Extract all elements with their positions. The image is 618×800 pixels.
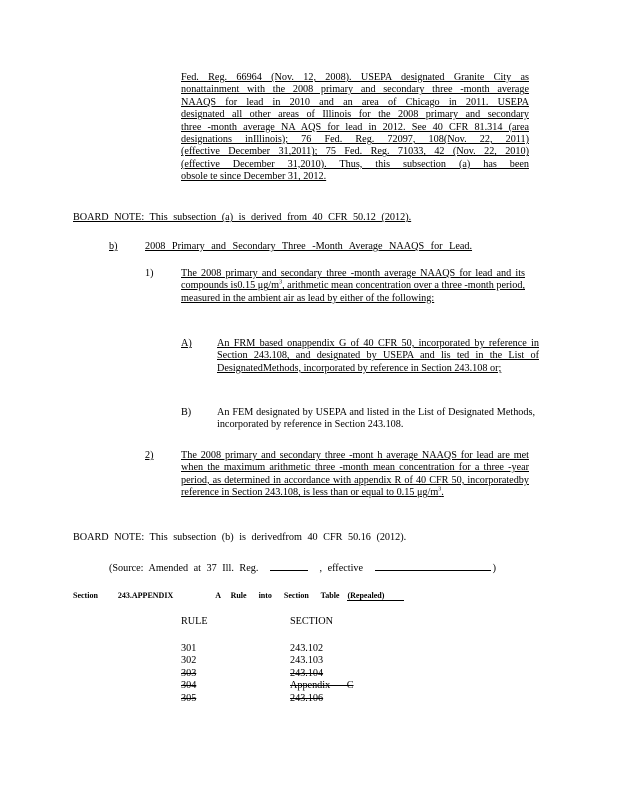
subsection-b-label: b) bbox=[109, 241, 118, 252]
repealed-label: (Repealed) bbox=[347, 591, 404, 601]
section-header: SECTION bbox=[290, 616, 334, 627]
intro-line: designations inIllinois); 76 Fed. Reg. 72097, 108(Nov. 22, 2011) bbox=[181, 134, 529, 146]
item-2-text-after: . bbox=[441, 487, 444, 499]
table-row-section: Appendix C bbox=[290, 680, 354, 692]
item-1-label: 1) bbox=[145, 268, 154, 279]
item-2-text-before: The 2008 primary and secondary three -mont h average NAAQS for lead are met when the maximum arithmetic three -month mean concentration for a three -year period, as determined in accordance with appendix R of 40 CFR 50, incorporatedby reference in Section 243.108, is less than or equal to 0.15 μg/m bbox=[181, 450, 529, 499]
intro-line: designated all other areas of Illinois for the 2008 primary and secondary bbox=[181, 109, 529, 121]
section-word: Section bbox=[73, 591, 98, 600]
appendix-letter: A bbox=[215, 591, 221, 600]
intro-paragraph bbox=[181, 72, 529, 184]
table-row-rule: 304 bbox=[181, 680, 197, 692]
item-1-text-after: , arithmetic mean concentration over a three -month period, measured in the ambient air as lead by either of the following: bbox=[181, 280, 525, 304]
appendix-title: Rule into Section Table bbox=[230, 591, 340, 600]
table-row-rule: 303 bbox=[181, 667, 197, 679]
source-blank-1 bbox=[270, 561, 308, 571]
item-2-text bbox=[181, 450, 529, 500]
source-line bbox=[109, 561, 496, 575]
table-row-section: 243.104 bbox=[290, 667, 324, 679]
item-a-label: A) bbox=[181, 338, 192, 349]
table-section-column bbox=[290, 643, 354, 705]
source-mid: , effective bbox=[319, 563, 364, 574]
table-row-section: 243.106 bbox=[290, 692, 324, 704]
item-1-text bbox=[181, 268, 525, 305]
board-note-a: BOARD NOTE: This subsection (a) is derived from 40 CFR 50.12 (2012). bbox=[73, 212, 412, 223]
table-row-rule: 302 bbox=[181, 655, 197, 667]
item-2-sup: 3 bbox=[438, 486, 442, 493]
intro-line: nonattainment with the 2008 primary and secondary three -month average bbox=[181, 84, 529, 96]
intro-line: NAAQS for lead in 2010 and an area of Chicago in 2011. USEPA bbox=[181, 96, 529, 108]
item-b-label: B) bbox=[181, 407, 192, 418]
intro-line: obsole te since December 31, 2012. bbox=[181, 171, 327, 183]
item-2-label: 2) bbox=[145, 450, 154, 461]
intro-line: (effective December 31,2010). Thus, this subsection (a) has been bbox=[181, 158, 529, 170]
appendix-number: 243.APPENDIX bbox=[117, 591, 174, 600]
table-row-rule: 301 bbox=[181, 643, 197, 654]
source-blank-2 bbox=[375, 561, 491, 571]
item-1-sup: 3 bbox=[279, 280, 283, 287]
intro-line: three -month average NA AQS for lead in 2012. See 40 CFR 81.314 (area bbox=[181, 121, 529, 133]
table-row-section: 243.102 bbox=[290, 643, 324, 654]
table-row-rule: 305 bbox=[181, 692, 197, 704]
subsection-b-title: 2008 Primary and Secondary Three -Month Average NAAQS for Lead. bbox=[145, 241, 473, 252]
item-b-text: An FEM designated by USEPA and listed in the List of Designated Methods, incorporated by reference in Section 243.108. bbox=[217, 407, 535, 431]
board-note-b: BOARD NOTE: This subsection (b) is derivedfrom 40 CFR 50.16 (2012). bbox=[73, 532, 407, 543]
item-1-text-before: The 2008 primary and secondary three -month average NAAQS for lead and its compounds is0.15 μg/m bbox=[181, 268, 525, 292]
table-row-section: 243.103 bbox=[290, 655, 324, 667]
source-after: ) bbox=[492, 563, 496, 574]
intro-line: Fed. Reg. 66964 (Nov. 12, 2008). USEPA designated Granite City as bbox=[181, 72, 529, 83]
section-heading bbox=[73, 590, 404, 602]
intro-line: (effective December 31,2011); 75 Fed. Reg. 71033, 42 (Nov. 22, 2010) bbox=[181, 146, 529, 158]
item-a-text: An FRM based onappendix G of 40 CFR 50, incorporated by reference in Section 243.108, and designated by USEPA and lis ted in the List of DesignatedMethods, incorporated by reference in Section 243.108 or; bbox=[217, 338, 539, 374]
source-before: (Source: Amended at 37 Ill. Reg. bbox=[109, 563, 259, 574]
table-rule-column bbox=[181, 643, 196, 705]
rule-header: RULE bbox=[181, 616, 208, 627]
